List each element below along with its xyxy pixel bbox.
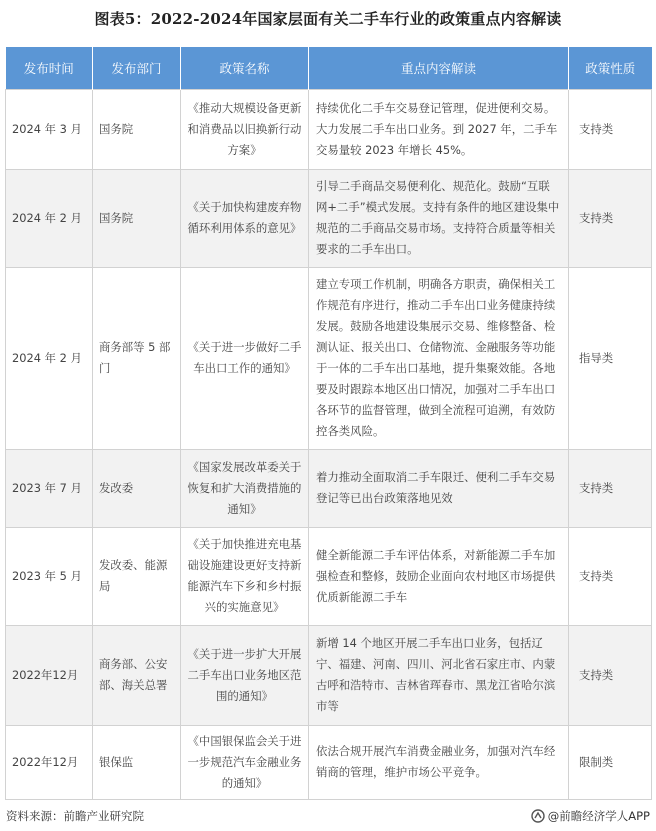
cell-policy-name: 《关于进一步扩大开展二手车出口业务地区范围的通知》 <box>181 625 309 725</box>
cell-date: 2022年12月 <box>6 625 93 725</box>
cell-date: 2023 年 5 月 <box>6 527 93 625</box>
cell-content: 着力推动全面取消二手车限迁、便利二手车交易登记等已出台政策落地见效 <box>309 449 569 527</box>
cell-date: 2022年12月 <box>6 725 93 799</box>
cell-date: 2024 年 2 月 <box>6 267 93 449</box>
policy-table <box>5 47 652 800</box>
header-date: 发布时间 <box>6 47 93 89</box>
table-row <box>6 89 652 169</box>
table-row <box>6 449 652 527</box>
qianzhan-logo-icon <box>531 809 545 823</box>
cell-content: 依法合规开展汽车消费金融业务，加强对汽车经销商的管理，维护市场公平竞争。 <box>309 725 569 799</box>
cell-dept: 发改委、能源局 <box>93 527 181 625</box>
cell-content: 健全新能源二手车评估体系，对新能源二手车加强检查和整修，鼓励企业面向农村地区市场提供优质新能源二手车 <box>309 527 569 625</box>
cell-content: 新增 14 个地区开展二手车出口业务，包括辽宁、福建、河南、四川、河北省石家庄市、内蒙古呼和浩特市、吉林省珲春市、黑龙江省哈尔滨市等 <box>309 625 569 725</box>
header-type: 政策性质 <box>569 47 652 89</box>
cell-dept: 商务部、公安部、海关总署 <box>93 625 181 725</box>
cell-policy-name: 《中国银保监会关于进一步规范汽车金融业务的通知》 <box>181 725 309 799</box>
cell-date: 2024 年 3 月 <box>6 89 93 169</box>
source-note: 资料来源：前瞻产业研究院 <box>6 809 144 823</box>
cell-content: 引导二手商品交易便利化、规范化。鼓励“互联网+二手”模式发展。支持有条件的地区建设集中规范的二手商品交易市场。支持符合质量等相关要求的二手车出口。 <box>309 169 569 267</box>
cell-date: 2023 年 7 月 <box>6 449 93 527</box>
table-row <box>6 527 652 625</box>
header-name: 政策名称 <box>181 47 309 89</box>
cell-policy-name: 《国家发展改革委关于恢复和扩大消费措施的通知》 <box>181 449 309 527</box>
table-header-row <box>6 47 652 89</box>
cell-content: 持续优化二手车交易登记管理，促进便利交易。大力发展二手车出口业务。到 2027 年，二手车交易量较 2023 年增长 45%。 <box>309 89 569 169</box>
header-dept: 发布部门 <box>93 47 181 89</box>
cell-policy-name: 《关于加快构建废弃物循环利用体系的意见》 <box>181 169 309 267</box>
page-title: 图表5：2022-2024年国家层面有关二手车行业的政策重点内容解读 <box>94 10 562 28</box>
cell-dept: 国务院 <box>93 89 181 169</box>
table-row <box>6 169 652 267</box>
cell-type: 支持类 <box>569 449 652 527</box>
cell-type: 限制类 <box>569 725 652 799</box>
cell-dept: 商务部等 5 部门 <box>93 267 181 449</box>
cell-policy-name: 《关于进一步做好二手车出口工作的通知》 <box>181 267 309 449</box>
brand-label: @前瞻经济学人APP <box>547 809 650 823</box>
cell-type: 指导类 <box>569 267 652 449</box>
cell-date: 2024 年 2 月 <box>6 169 93 267</box>
brand-credit <box>531 808 650 824</box>
cell-type: 支持类 <box>569 527 652 625</box>
cell-type: 支持类 <box>569 169 652 267</box>
cell-dept: 发改委 <box>93 449 181 527</box>
cell-type: 支持类 <box>569 89 652 169</box>
cell-content: 建立专项工作机制，明确各方职责，确保相关工作规范有序进行，推动二手车出口业务健康持续发展。鼓励各地建设集展示交易、维修整备、检测认证、报关出口、仓储物流、金融服务等功能于一体的二手车出口基地，提升集聚效能。各地要及时跟踪本地区出口情况，加强对二手车出口各环节的监督管理，做到全流程可追溯，有效防控各类风险。 <box>309 267 569 449</box>
table-row <box>6 625 652 725</box>
cell-dept: 银保监 <box>93 725 181 799</box>
table-row <box>6 267 652 449</box>
cell-dept: 国务院 <box>93 169 181 267</box>
cell-policy-name: 《推动大规模设备更新和消费品以旧换新行动方案》 <box>181 89 309 169</box>
header-content: 重点内容解读 <box>309 47 569 89</box>
cell-type: 支持类 <box>569 625 652 725</box>
table-row <box>6 725 652 799</box>
cell-policy-name: 《关于加快推进充电基础设施建设更好支持新能源汽车下乡和乡村振兴的实施意见》 <box>181 527 309 625</box>
